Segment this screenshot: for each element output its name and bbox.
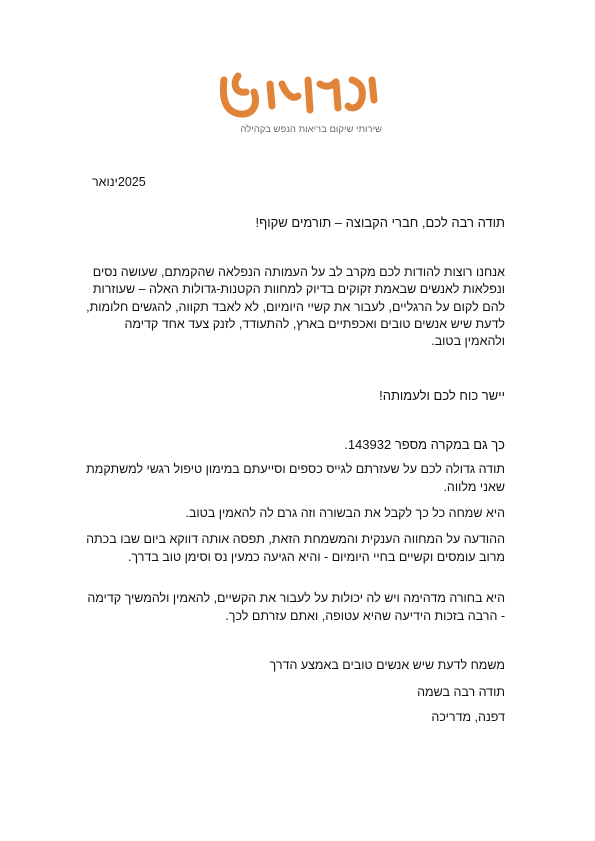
blessing-line: יישר כוח לכם ולעמותה! bbox=[379, 388, 505, 403]
logo-subtitle: שירותי שיקום בריאות הנפש בקהילה bbox=[240, 124, 382, 135]
news-paragraph: ההודעה על המחווה הענקית והמשמחת הזאת, תפסה אותה דווקא ביום שבו בכתה מרוב עומסים וקשיים בחיי היומיום - והיא הגיעה כמעין נס וסימן טוב בדרך. bbox=[86, 532, 505, 564]
closing-line-2: תודה רבה בשמה bbox=[417, 685, 505, 699]
letter-date: 2025ינואר bbox=[92, 175, 146, 189]
signature: דפנה, מדריכה bbox=[431, 710, 505, 724]
logo-mark bbox=[212, 66, 392, 126]
case-number-line: כך גם במקרה מספר 143932. bbox=[344, 437, 505, 452]
organization-logo bbox=[212, 66, 392, 142]
strength-paragraph: היא בחורה מדהימה ויש לה יכולות על לעבור את הקשיים, להאמין ולהמשיך קדימה - הרבה בזכות הידיעה שהיא עטופה, ואתם עזרתם לכך. bbox=[87, 591, 505, 623]
closing-line-1: משמח לדעת שיש אנשים טובים באמצע הדרך bbox=[269, 658, 505, 672]
happy-paragraph: היא שמחה כל כך לקבל את הבשורה וזה גרם לה להאמין בטוב. bbox=[185, 506, 505, 520]
intro-paragraph: אנחנו רוצות להודות לכם מקרב לב על העמותה הנפלאה שהקמתם, שעושה נסים ונפלאות לאנשים שבאמת זקוקים בדיוק למחוות הקטנות-גדולות האלה – שעוזרות להם לקום על הרגליים, לעבור את קשיי היומיום, לא לאבד תקווה, להגשים חלומות, לדעת שיש אנשים טובים ואכפתיים בארץ, להתעודד, לזנק צעד אחד קדימה ולהאמין בטוב. bbox=[86, 265, 505, 349]
letter-greeting: תודה רבה לכם, חברי הקבוצה – תורמים שקוף! bbox=[255, 215, 505, 230]
thanks-paragraph: תודה גדולה לכם על שעזרתם לגייס כספים וסייעתם במימון טיפול רגשי למשתקמת שאני מלווה. bbox=[86, 462, 505, 494]
